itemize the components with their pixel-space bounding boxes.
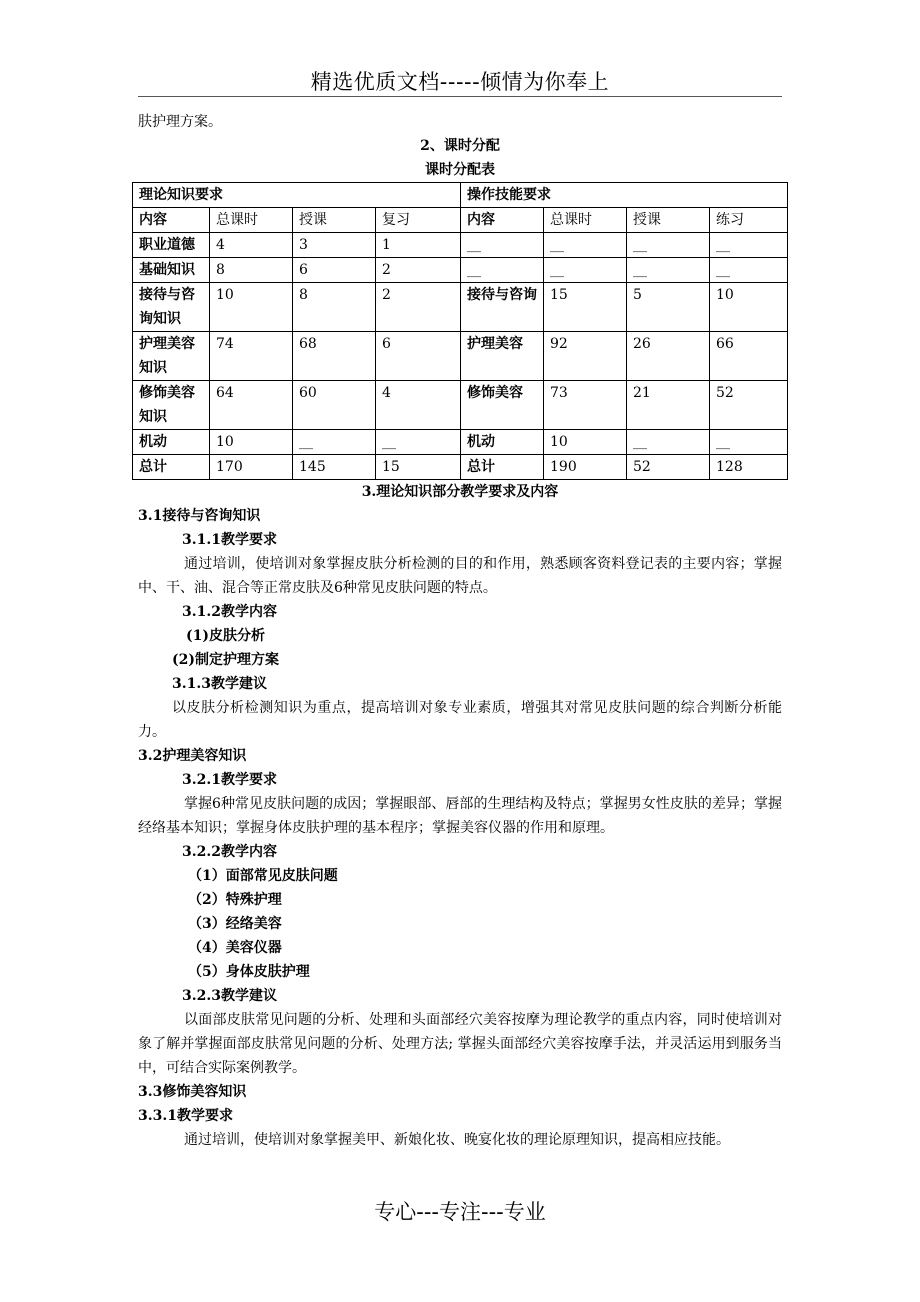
col-header: 复习 <box>376 208 461 233</box>
col-header: 授课 <box>627 208 710 233</box>
table-cell: __ <box>376 430 461 455</box>
table-cell: __ <box>627 430 710 455</box>
table-group-row <box>133 183 788 208</box>
table-cell: 基础知识 <box>133 258 210 283</box>
table-cell: 170 <box>210 455 293 480</box>
table-cell: 15 <box>544 283 627 332</box>
table-cell: 10 <box>544 430 627 455</box>
section-3-2-3-text: 以面部皮肤常见问题的分析、处理和头面部经穴美容按摩为理论教学的重点内容，同时使培训对象了解并掌握面部皮肤常见问题的分析、处理方法; 掌握头面部经穴美容按摩手法，并灵活运用到服务当中，可结合实际案例教学。 <box>138 1012 782 1076</box>
col-header: 内容 <box>461 208 544 233</box>
section-3-1-3-heading: 3.1.3教学建议 <box>172 676 267 692</box>
table-cell: 修饰美容 <box>461 381 544 430</box>
table-row <box>133 332 788 381</box>
table-cell: __ <box>293 430 376 455</box>
table-cell: 128 <box>710 455 788 480</box>
table-title: 课时分配表 <box>425 162 495 178</box>
table-cell: 52 <box>627 455 710 480</box>
table-row <box>133 283 788 332</box>
table-cell: 8 <box>293 283 376 332</box>
table-cell: __ <box>544 258 627 283</box>
table-cell: 74 <box>210 332 293 381</box>
col-header: 总课时 <box>544 208 627 233</box>
table-cell: 52 <box>710 381 788 430</box>
table-cell: 190 <box>544 455 627 480</box>
table-cell: 接待与咨询 <box>461 283 544 332</box>
col-header: 授课 <box>293 208 376 233</box>
table-cell: 92 <box>544 332 627 381</box>
table-cell: 4 <box>376 381 461 430</box>
table-cell: __ <box>710 233 788 258</box>
section-3-3-1-heading: 3.3.1教学要求 <box>138 1108 233 1124</box>
table-cell: 1 <box>376 233 461 258</box>
list-item: （4）美容仪器 <box>188 940 282 956</box>
list-item: (1)皮肤分析 <box>186 628 265 644</box>
col-header: 练习 <box>710 208 788 233</box>
table-cell: 21 <box>627 381 710 430</box>
table-total-row <box>133 455 788 480</box>
page-header: 精选优质文档-----倾情为你奉上 <box>310 70 610 94</box>
section-3-2-title: 3.2护理美容知识 <box>138 748 247 764</box>
table-cell: __ <box>710 430 788 455</box>
table-cell: 接待与咨询知识 <box>133 283 210 332</box>
header-divider <box>138 96 782 97</box>
section-3-3-1-text: 通过培训，使培训对象掌握美甲、新娘化妆、晚宴化妆的理论原理知识，提高相应技能。 <box>184 1132 730 1148</box>
table-cell: 机动 <box>133 430 210 455</box>
section-3-title: 3.理论知识部分教学要求及内容 <box>361 484 559 500</box>
table-cell: 15 <box>376 455 461 480</box>
table-cell: 3 <box>293 233 376 258</box>
table-cell: 总计 <box>133 455 210 480</box>
list-item: （1）面部常见皮肤问题 <box>188 868 338 884</box>
col-header: 内容 <box>133 208 210 233</box>
table-cell: 145 <box>293 455 376 480</box>
section-3-1-3-text: 以皮肤分析检测知识为重点，提高培训对象专业素质，增强其对常见皮肤问题的综合判断分析能力。 <box>138 700 782 740</box>
list-item: （2）特殊护理 <box>188 892 282 908</box>
table-cell: __ <box>461 233 544 258</box>
list-item: （3）经络美容 <box>188 916 282 932</box>
table-cell: __ <box>461 258 544 283</box>
table-cell: __ <box>710 258 788 283</box>
table-cell: 护理美容 <box>461 332 544 381</box>
document-body <box>138 110 782 1152</box>
table-cell: 66 <box>710 332 788 381</box>
col-header: 总课时 <box>210 208 293 233</box>
table-cell: 10 <box>210 283 293 332</box>
section-2-title: 2、课时分配 <box>420 138 500 154</box>
table-cell: 68 <box>293 332 376 381</box>
table-cell: 4 <box>210 233 293 258</box>
table-row <box>133 381 788 430</box>
table-cell: 5 <box>627 283 710 332</box>
table-cell: __ <box>544 233 627 258</box>
schedule-table <box>132 182 788 480</box>
list-item: （5）身体皮肤护理 <box>188 964 310 980</box>
table-cell: 10 <box>710 283 788 332</box>
table-cell: 8 <box>210 258 293 283</box>
table-cell: 60 <box>293 381 376 430</box>
section-3-1-1-heading: 3.1.1教学要求 <box>182 532 277 548</box>
table-cell: 总计 <box>461 455 544 480</box>
table-cell: 职业道德 <box>133 233 210 258</box>
section-3-1-title: 3.1接待与咨询知识 <box>138 508 261 524</box>
table-cell: 护理美容知识 <box>133 332 210 381</box>
table-cell: 6 <box>376 332 461 381</box>
section-3-3-title: 3.3修饰美容知识 <box>138 1084 247 1100</box>
table-cell: 修饰美容知识 <box>133 381 210 430</box>
table-cell: 6 <box>293 258 376 283</box>
group-skills: 操作技能要求 <box>461 183 788 208</box>
table-row <box>133 258 788 283</box>
group-theory: 理论知识要求 <box>133 183 461 208</box>
table-cell: 2 <box>376 283 461 332</box>
page-footer: 专心---专注---专业 <box>374 1200 546 1224</box>
table-cell: 2 <box>376 258 461 283</box>
table-cell: __ <box>627 258 710 283</box>
table-row <box>133 233 788 258</box>
intro-text: 肤护理方案。 <box>138 114 222 130</box>
section-3-1-1-text: 通过培训，使培训对象掌握皮肤分析检测的目的和作用，熟悉顾客资料登记表的主要内容；掌握中、干、油、混合等正常皮肤及6种常见皮肤问题的特点。 <box>138 556 782 596</box>
table-cell: 64 <box>210 381 293 430</box>
table-cell: 机动 <box>461 430 544 455</box>
section-3-2-3-heading: 3.2.3教学建议 <box>182 988 277 1004</box>
table-cell: 73 <box>544 381 627 430</box>
section-3-2-2-heading: 3.2.2教学内容 <box>182 844 277 860</box>
list-item: (2)制定护理方案 <box>172 652 279 668</box>
table-header-row <box>133 208 788 233</box>
section-3-2-1-text: 掌握6种常见皮肤问题的成因；掌握眼部、唇部的生理结构及特点；掌握男女性皮肤的差异；掌握经络基本知识；掌握身体皮肤护理的基本程序；掌握美容仪器的作用和原理。 <box>138 796 782 836</box>
section-3-2-1-heading: 3.2.1教学要求 <box>182 772 277 788</box>
table-cell: 26 <box>627 332 710 381</box>
section-3-1-2-heading: 3.1.2教学内容 <box>182 604 277 620</box>
table-row <box>133 430 788 455</box>
table-cell: 10 <box>210 430 293 455</box>
table-cell: __ <box>627 233 710 258</box>
